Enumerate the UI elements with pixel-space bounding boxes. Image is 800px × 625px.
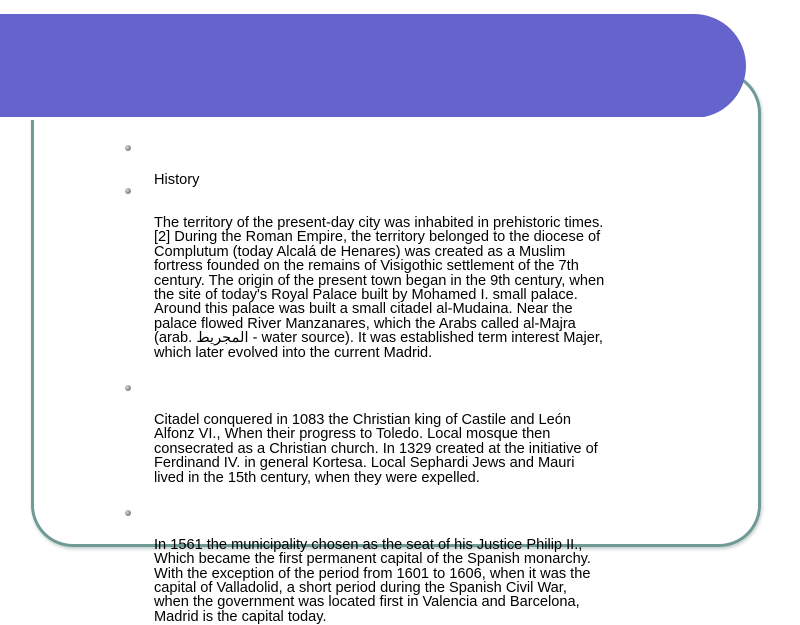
bullet-icon <box>125 510 131 516</box>
bullet-text: Citadel conquered in 1083 the Christian king of Castile and León Alfonz VI., When their progress to Toledo. Local mosque then consecrated as a Christian church. In 1329 created at the initiative of Ferdinand IV. in general Kortesa. Local Sephardi Jews and Mauri lived in the 15th century, when they were expelled. <box>154 411 598 486</box>
bullet-item-prehistory <box>122 187 682 360</box>
bullet-item-capital <box>122 509 682 624</box>
bullet-text: History <box>154 171 200 188</box>
bullet-text: In 1561 the municipality chosen as the seat of his Justice Philip II., Which became the first permanent capital of the Spanish monarchy. With the exception of the period from 1601 to 1606, when it was the capital of Valladolid, a short period during the Spanish Civil War, when the government was located first in Valencia and Barcelona, Madrid is the capital today. <box>154 536 591 625</box>
bullet-item-history <box>122 144 682 187</box>
title-banner <box>0 14 746 118</box>
bullet-item-citadel <box>122 384 682 485</box>
bullet-list <box>122 144 682 624</box>
bullet-icon <box>125 145 131 151</box>
bullet-icon <box>125 385 131 391</box>
bullet-text: The territory of the present-day city was inhabited in prehistoric times. [2] During the Roman Empire, the territory belonged to the diocese of Complutum (today Alcalá de Henares) was created as a Muslim fortress founded on the remains of Visigothic settlement of the 7th century. The origin of the present town began in the 9th century, when the site of today's Royal Palace built by Mohamed I. small palace. Around this palace was built a small citadel al-Mudaina. Near the palace flowed River Manzanares, which the Arabs called al-Majra (arab. المجريط - water source). It was established term interest Majer, which later evolved into the current Madrid. <box>154 215 605 361</box>
bullet-icon <box>125 188 131 194</box>
banner-underline <box>0 117 706 120</box>
